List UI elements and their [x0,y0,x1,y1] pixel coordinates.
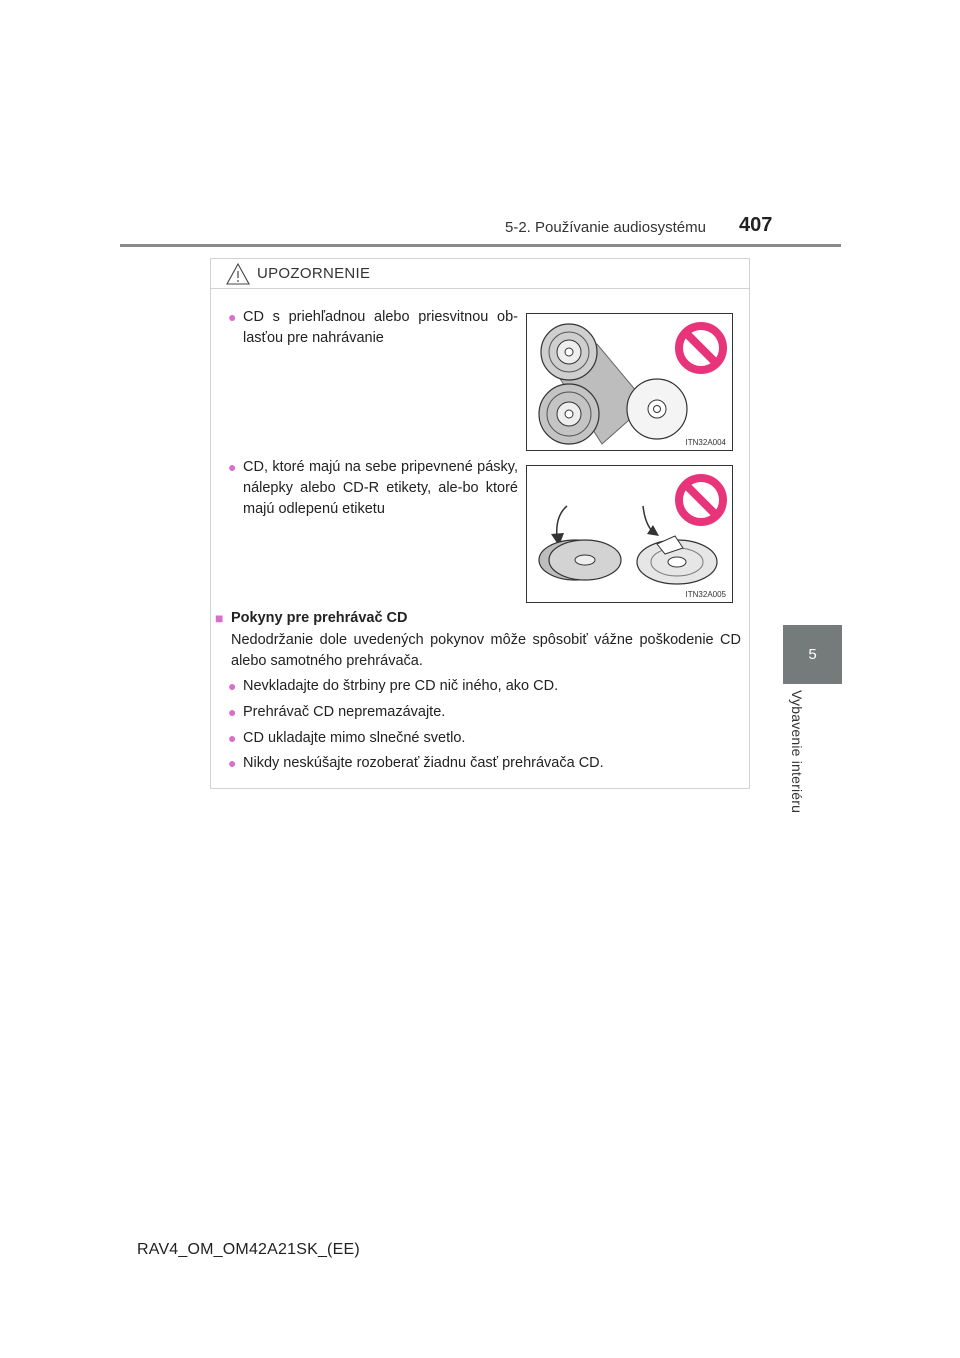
section-intro: Nedodržanie dole uvedených pokynov môže spôsobiť vážne poškodenie CD alebo samotného prehrávača. [231,632,741,669]
figure-labeled-cd [526,465,733,603]
list-item-text: CD ukladajte mimo slnečné svetlo. [243,730,466,746]
section-heading [215,608,731,629]
cd-label-illustration [527,466,733,603]
section-title: 5-2. Používanie audiosystému [505,219,706,236]
chapter-title: Vybavenie interiéru [789,690,805,814]
section-heading-text: Pokyny pre prehrávač CD [231,610,408,626]
caution-item-text: CD s priehľadnou alebo priesvitnou ob-lasťou pre nahrávanie [243,309,518,346]
chapter-number: 5 [808,646,817,663]
caution-item-text: CD, ktoré majú na sebe pripevnené pásky, nálepky alebo CD-R etikety, ale-bo ktoré majú odlepenú etiketu [243,459,518,517]
figure-transparent-cd [526,313,733,451]
bullet-dot-icon: ● [228,459,237,475]
list-item [228,753,743,774]
chapter-tab [783,625,842,684]
list-item-text: Prehrávač CD nepremazávajte. [243,704,446,720]
bullet-dot-icon: ● [228,309,237,325]
document-code: RAV4_OM_OM42A21SK_(EE) [137,1241,360,1258]
warning-triangle-icon [225,262,251,286]
caution-box [210,258,750,789]
page-number: 407 [739,214,773,236]
list-item [228,702,743,723]
square-bullet-icon: ■ [215,610,224,626]
list-item-text: Nevkladajte do štrbiny pre CD nič iného, ako CD. [243,678,559,694]
figure-id: ITN32A005 [685,590,726,599]
figure-id: ITN32A004 [685,438,726,447]
caution-header [211,259,749,289]
prohibition-icon [679,478,723,522]
bullet-dot-icon: ● [228,678,237,694]
bullet-dot-icon: ● [228,704,237,720]
caution-item [228,457,518,520]
cd-transparent-illustration [527,314,733,451]
caution-title: UPOZORNENIE [257,265,371,282]
header-divider [120,244,841,247]
bullet-dot-icon: ● [228,730,237,746]
list-item-text: Nikdy neskúšajte rozoberať žiadnu časť prehrávača CD. [243,755,604,771]
caution-item [228,307,518,349]
list-item [228,728,743,749]
bullet-dot-icon: ● [228,755,237,771]
prohibition-icon [679,326,723,370]
list-item [228,676,743,697]
